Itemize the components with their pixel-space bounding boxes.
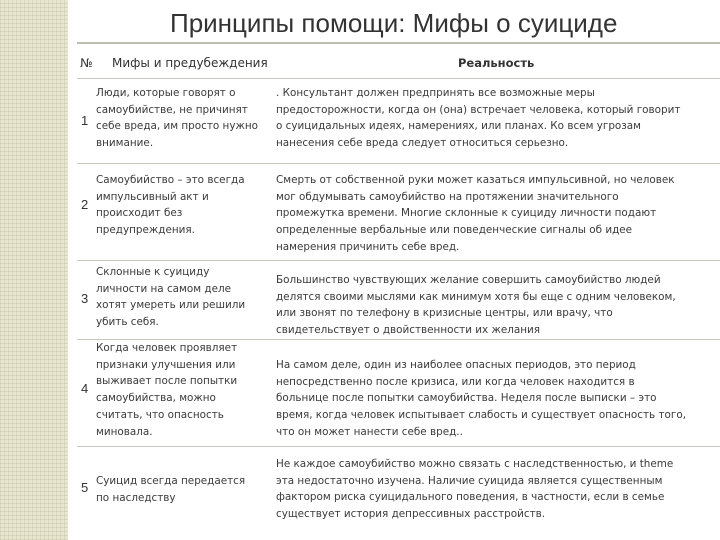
- reality-cell: [276, 456, 673, 523]
- row-number: 4: [81, 381, 89, 396]
- row-divider: [77, 446, 720, 447]
- row-number: 5: [81, 480, 89, 495]
- myth-line: самоубийстве, не причинят: [96, 103, 248, 116]
- reality-line: На самом деле, один из наиболее опасных периодов, это период: [276, 359, 636, 371]
- myth-line: Люди, которые говорят о: [96, 87, 236, 99]
- decorative-side-band: [0, 0, 68, 540]
- header-reality: Реальность: [458, 56, 535, 70]
- myth-line: миновала.: [96, 425, 153, 438]
- row-divider: [77, 260, 720, 261]
- myth-line: признаки улучшения или: [96, 358, 236, 371]
- reality-line: Смерть от собственной руки может казаться импульсивной, но человек: [276, 174, 675, 186]
- myth-line: Когда человек проявляет: [96, 342, 238, 354]
- reality-cell: [276, 357, 686, 441]
- reality-line: эта недостаточно изучена. Наличие суицида является существенным: [276, 474, 663, 487]
- reality-line: определенные вербальные или поведенческие сигналы об идее: [276, 224, 633, 237]
- myth-line: Склонные к суициду: [96, 266, 210, 278]
- myth-line: хотят умереть или решили: [96, 299, 246, 312]
- myth-line: происходит без: [96, 207, 183, 220]
- myth-line: выживает после попытки: [96, 375, 238, 388]
- myth-line: убить себя.: [96, 316, 159, 329]
- row-number: 3: [81, 291, 89, 306]
- myth-line: внимание.: [96, 137, 154, 150]
- myth-line: личности на самом деле: [96, 282, 231, 295]
- myth-line: себе вреда, им просто нужно: [96, 120, 258, 133]
- myth-line: Самоубийство – это всегда: [96, 174, 245, 186]
- reality-line: Не каждое самоубийство можно связать с наследственностью, и theme: [276, 458, 674, 470]
- reality-cell: [276, 272, 676, 339]
- row-number: 2: [81, 197, 89, 212]
- reality-line: промежутка времени. Многие склонные к суициду личности подают: [276, 207, 657, 220]
- reality-line: делятся своими мыслями как минимум хотя бы еще с одним человеком,: [276, 290, 676, 303]
- reality-line: что он может нанести себе вред..: [276, 425, 463, 438]
- myth-line: по наследству: [96, 491, 176, 504]
- reality-line: предосторожности, когда он (она) встречает человека, который говорит: [276, 103, 681, 116]
- reality-line: время, когда человек испытывает слабость и существует опасность того,: [276, 409, 687, 422]
- reality-cell: [276, 85, 680, 152]
- myth-line: Суицид всегда передается: [96, 475, 246, 487]
- reality-line: нанесения себе вреда следует относиться серьезно.: [276, 137, 569, 150]
- reality-line: о суицидальных идеях, намерениях, или планах. Ко всем угрозам: [276, 120, 642, 133]
- title-divider: [77, 42, 720, 44]
- reality-line: непосредственно после кризиса, или когда человек находится в: [276, 375, 635, 388]
- row-number: 1: [81, 113, 89, 128]
- reality-line: свидетельствует о двойственности их желания: [276, 324, 541, 337]
- reality-line: Большинство чувствующих желание совершить самоубийство людей: [276, 274, 661, 286]
- myth-cell: [96, 172, 245, 239]
- reality-line: или звонят по телефону в кризисные центры, или врачу, что: [276, 307, 613, 320]
- myth-line: импульсивный акт и: [96, 190, 209, 203]
- myth-cell: [96, 264, 245, 331]
- reality-cell: [276, 172, 675, 256]
- header-number: №: [80, 56, 93, 70]
- side-band-edge: [68, 0, 77, 540]
- reality-line: больнице после попытки самоубийства. Неделя после выписки – это: [276, 392, 657, 405]
- myth-line: считать, что опасность: [96, 408, 224, 421]
- reality-line: существует история депрессивных расстройств.: [276, 508, 546, 521]
- row-divider: [77, 78, 720, 79]
- reality-line: фактором риска суицидального поведения, в частности, если в семье: [276, 491, 665, 504]
- header-myths: Мифы и предубеждения: [112, 56, 268, 70]
- reality-line: мог обдумывать самоубийство на протяжении значительного: [276, 190, 619, 203]
- myth-line: предупреждения.: [96, 224, 195, 237]
- reality-line: . Консультант должен предпринять все возможные меры: [276, 87, 595, 99]
- slide-title: Принципы помощи: Мифы о суициде: [170, 8, 618, 38]
- myth-cell: [96, 473, 245, 506]
- myth-cell: [96, 85, 258, 152]
- myth-cell: [96, 340, 237, 440]
- myth-line: самоубийства, можно: [96, 392, 216, 405]
- row-divider: [77, 163, 720, 164]
- reality-line: намерения причинить себе вред.: [276, 240, 460, 253]
